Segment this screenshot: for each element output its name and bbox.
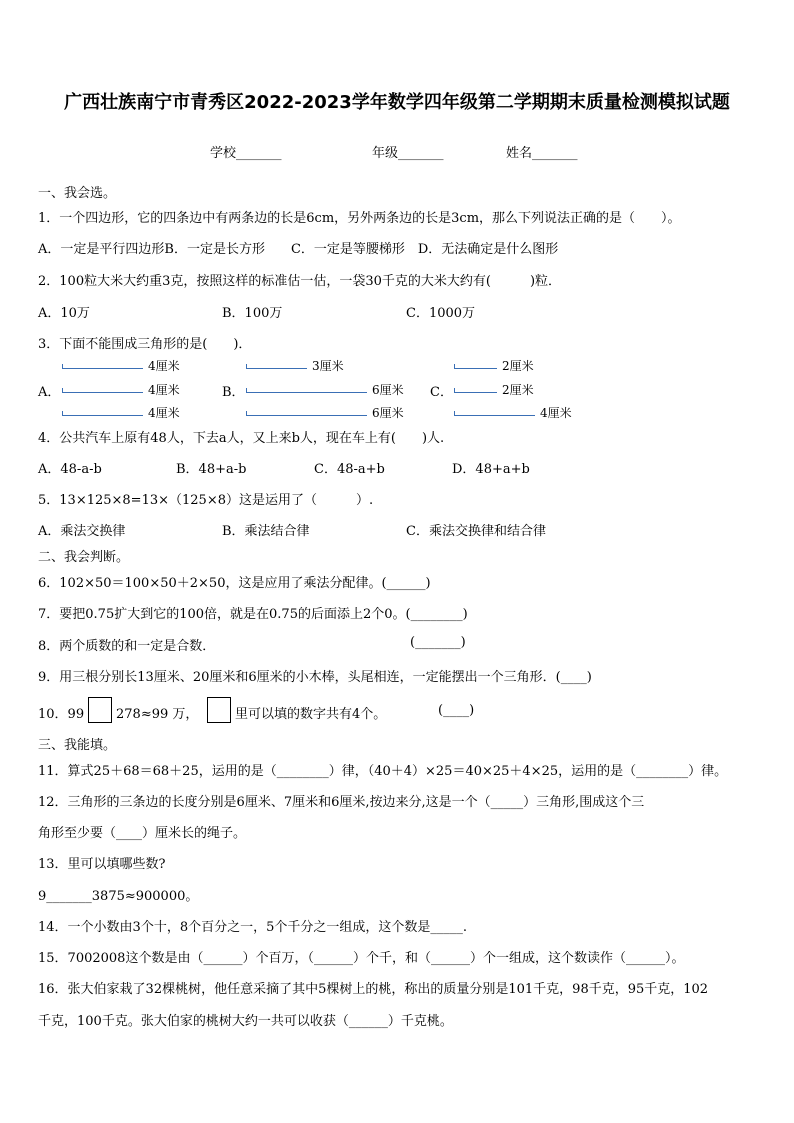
question-3-option-b-label: B． — [222, 385, 245, 400]
segment-line — [454, 364, 497, 369]
section-choose: 一、我会选。 — [38, 186, 117, 201]
page-title: 广西壮族南宁市青秀区2022-2023学年数学四年级第二学期期末质量检测模拟试题 — [64, 92, 730, 113]
segment-line — [62, 411, 143, 416]
question-5-option-a: A．乘法交换律 — [38, 524, 126, 539]
segment-length: 3厘米 — [312, 359, 344, 373]
question-4-option-a: A．48-a-b — [38, 462, 102, 477]
question-13-stem: 13．里可以填哪些数? — [38, 857, 166, 872]
question-15: 15．7002008这个数是由（______）个百万，（______）个千，和（______）个一组成，这个数读作（______）。 — [38, 951, 685, 966]
question-10-part3: 里可以填的数字共有4个。 — [235, 707, 387, 722]
question-10-blank: (____) — [438, 703, 475, 718]
question-8-blank: (_______) — [410, 635, 466, 650]
question-10-part1: 10．99 — [38, 707, 85, 722]
question-2-option-c: C．1000万 — [406, 306, 476, 321]
question-7: 7．要把0.75扩大到它的100倍，就是在0.75的后面添上2个0。(________) — [38, 607, 468, 622]
segment-length: 6厘米 — [372, 383, 404, 397]
segment-line — [454, 388, 497, 393]
question-11: 11．算式25＋68＝68＋25，运用的是（________）律，（40＋4）×25＝40×25＋4×25，运用的是（________）律。 — [38, 764, 728, 779]
section-judge: 二、我会判断。 — [38, 550, 130, 565]
segment-line — [62, 388, 143, 393]
segment-line — [246, 411, 367, 416]
segment-length: 2厘米 — [502, 383, 534, 397]
name-field: 姓名_______ — [506, 146, 578, 161]
question-14: 14．一个小数由3个十，8个百分之一，5个千分之一组成，这个数是_____. — [38, 920, 467, 935]
question-3-option-a-label: A． — [38, 385, 61, 400]
question-12-line1: 12．三角形的三条边的长度分别是6厘米、7厘米和6厘米,按边来分,这是一个（_____）三角形,围成这个三 — [38, 795, 645, 810]
question-13-line: 9_______3875≈900000。 — [38, 889, 199, 904]
segment-line — [246, 388, 367, 393]
question-8-stem: 8．两个质数的和一定是合数． — [38, 639, 216, 654]
question-5-option-c: C．乘法交换律和结合律 — [406, 524, 546, 539]
segment-line — [62, 364, 143, 369]
answer-box — [88, 697, 112, 723]
question-4-option-d: D．48+a+b — [452, 462, 530, 477]
question-2-option-a: A．10万 — [38, 306, 90, 321]
question-16-line2: 千克，100千克。张大伯家的桃树大约一共可以收获（______）千克桃。 — [38, 1014, 453, 1029]
question-4-option-b: B．48+a-b — [176, 462, 247, 477]
grade-field: 年级_______ — [372, 146, 444, 161]
question-1-stem: 1．一个四边形，它的四条边中有两条边的长是6cm，另外两条边的长是3cm，那么下列说法正确的是（ ）。 — [38, 211, 681, 226]
segment-length: 4厘米 — [148, 359, 180, 373]
segment-line — [246, 364, 307, 369]
question-12-line2: 角形至少要（____）厘米长的绳子。 — [38, 826, 247, 841]
segment-length: 4厘米 — [148, 383, 180, 397]
question-5-option-b: B．乘法结合律 — [222, 524, 310, 539]
question-4-option-c: C．48-a+b — [314, 462, 385, 477]
question-3-option-c-label: C． — [430, 385, 453, 400]
segment-length: 6厘米 — [372, 406, 404, 420]
question-2-option-b: B．100万 — [222, 306, 283, 321]
question-6: 6．102×50＝100×50＋2×50，这是应用了乘法分配律。(______) — [38, 576, 431, 591]
section-fill: 三、我能填。 — [38, 738, 117, 753]
question-16-line1: 16．张大伯家栽了32棵桃树，他任意采摘了其中5棵树上的桃，称出的质量分别是101千克，98千克，95千克，102 — [38, 982, 709, 997]
segment-length: 4厘米 — [148, 406, 180, 420]
question-3-stem: 3．下面不能围成三角形的是( )． — [38, 337, 252, 352]
segment-length: 2厘米 — [502, 359, 534, 373]
school-field: 学校_______ — [210, 146, 282, 161]
question-4-stem: 4．公共汽车上原有48人，下去a人，又上来b人，现在车上有( )人. — [38, 431, 445, 446]
segment-length: 4厘米 — [540, 406, 572, 420]
question-5-stem: 5．13×125×8=13×（125×8）这是运用了（ ）. — [38, 493, 374, 508]
answer-box — [207, 697, 231, 723]
question-9: 9．用三根分别长13厘米、20厘米和6厘米的小木棒，头尾相连，一定能摆出一个三角形．(____) — [38, 670, 592, 685]
question-2-stem: 2．100粒大米大约重3克，按照这样的标准估一估，一袋30千克的大米大约有( )粒． — [38, 274, 562, 289]
question-10-part2: 278≈99 万， — [116, 707, 199, 722]
question-1-options: A．一定是平行四边形B．一定是长方形 C．一定是等腰梯形 D．无法确定是什么图形 — [38, 242, 559, 257]
segment-line — [454, 411, 535, 416]
